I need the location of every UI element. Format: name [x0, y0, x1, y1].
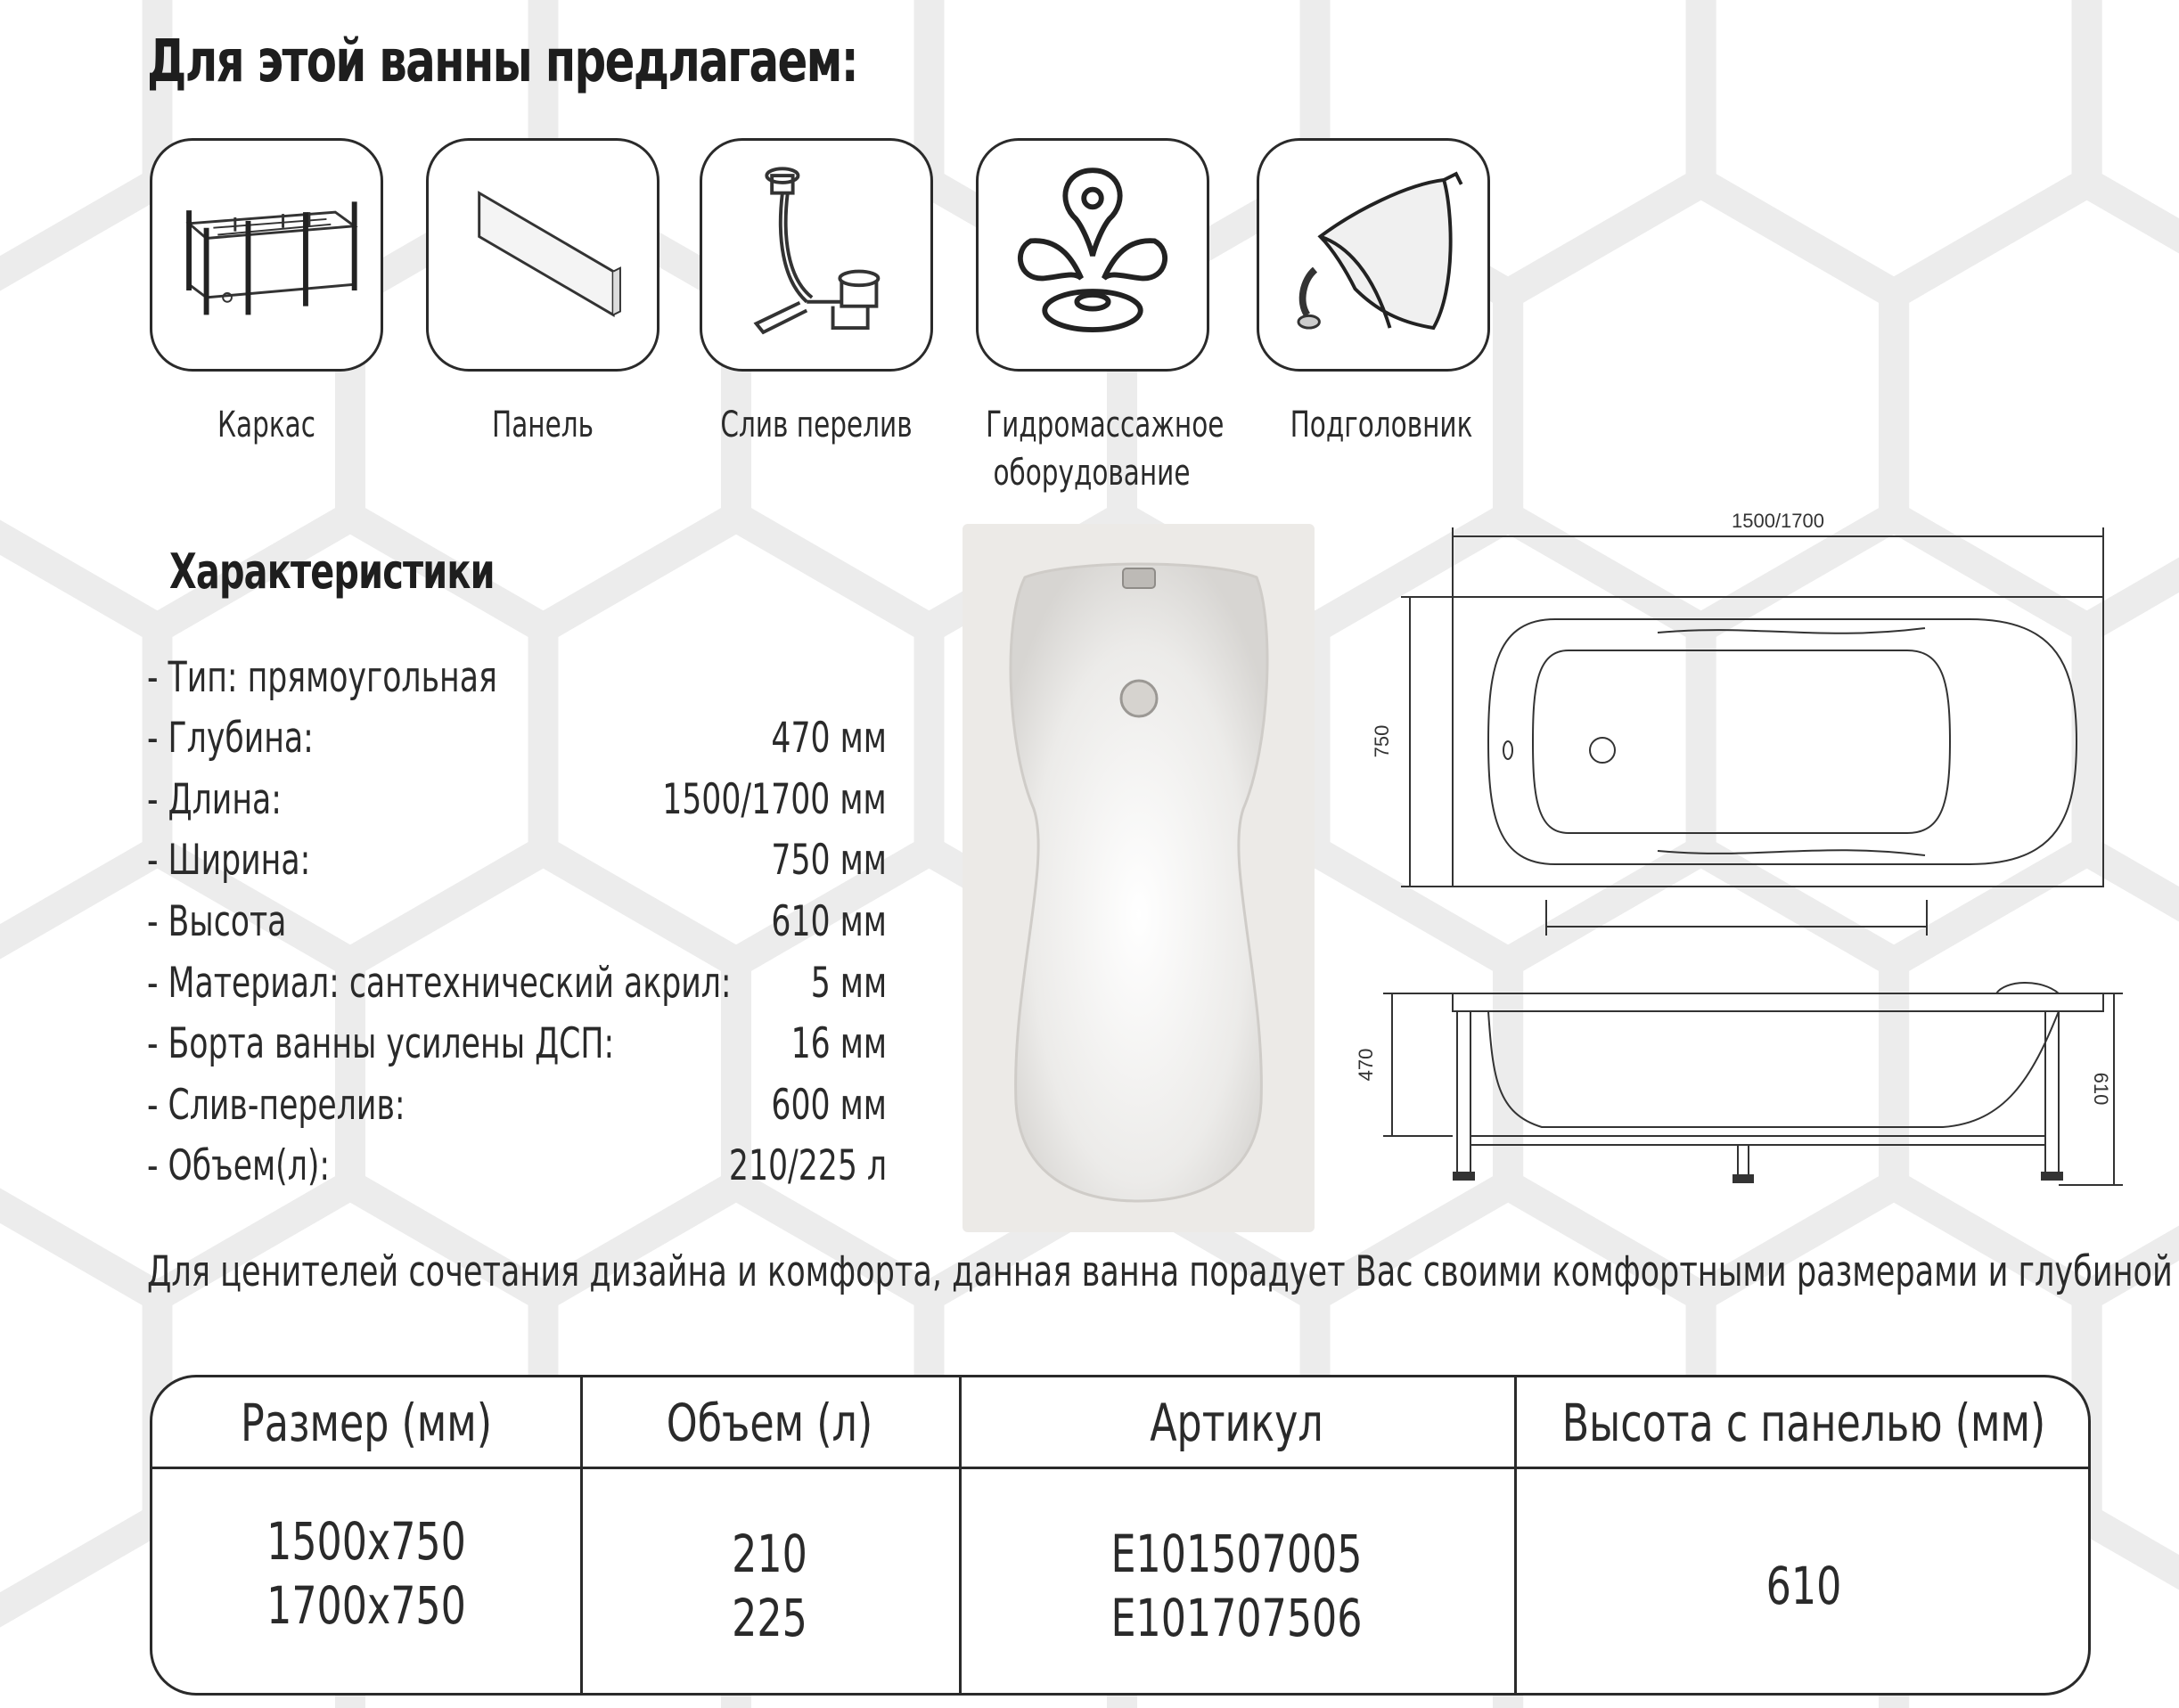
- spec-label: - Ширина:: [147, 836, 311, 885]
- table-header-article: Артикул: [1150, 1393, 1323, 1453]
- spec-value: 600 мм: [771, 1081, 887, 1130]
- table-cell-height: 610: [1765, 1556, 1842, 1616]
- panel-icon: [429, 141, 657, 369]
- spec-row: [147, 1141, 887, 1198]
- headrest-icon: [1259, 141, 1487, 369]
- table-divider: [959, 1377, 962, 1693]
- table-header-volume: Объем (л): [666, 1393, 873, 1453]
- table-divider: [580, 1377, 583, 1693]
- spec-row: [147, 897, 887, 954]
- spec-row: [147, 714, 887, 771]
- spec-label: - Длина:: [147, 775, 282, 824]
- table-header-divider: [152, 1467, 2088, 1469]
- specs-title: Характеристики: [169, 543, 495, 600]
- accessory-panel: [426, 138, 659, 372]
- technical-drawing: [1355, 508, 2130, 1194]
- page-title: Для этой ванны предлагаем:: [147, 27, 858, 95]
- spec-label: - Объем(л):: [147, 1141, 331, 1190]
- spec-label: - Материал: сантехнический акрил:: [147, 959, 732, 1008]
- spec-row: [147, 959, 887, 1016]
- article-value: E101707506: [1110, 1588, 1363, 1648]
- product-description: Для ценителей сочетания дизайна и комфорта, данная ванна порадует Вас своими комфортными размерами и глубиной: [147, 1247, 2173, 1296]
- spec-value: 470 мм: [771, 714, 887, 763]
- accessory-label-hydromassage: Гидромассажное оборудование: [986, 405, 1225, 494]
- volume-value: 210: [732, 1524, 807, 1584]
- spec-label: - Высота: [147, 897, 287, 946]
- spec-label: - Глубина:: [147, 714, 314, 763]
- spec-row: [147, 775, 887, 832]
- length-dimension-label: 1500/1700: [1732, 510, 1824, 532]
- bathtub-photo: [963, 524, 1315, 1232]
- accessory-label-headrest: Подголовник: [1290, 405, 1473, 445]
- spec-row: [147, 1019, 887, 1076]
- depth-dimension-label: 470: [1355, 1048, 1377, 1082]
- drain-overflow-icon: [702, 141, 930, 369]
- accessory-label-drain: Слив перелив: [720, 405, 913, 445]
- spec-value: 5 мм: [810, 959, 887, 1008]
- volume-value: 225: [732, 1588, 807, 1648]
- accessory-headrest: [1257, 138, 1490, 372]
- accessory-hydromassage: [976, 138, 1209, 372]
- product-table: [150, 1375, 2091, 1696]
- accessory-label-frame: Каркас: [217, 405, 315, 445]
- hexagon-shape: [2087, 0, 2179, 294]
- spec-row: [147, 653, 887, 710]
- hexagon-shape: [1701, 0, 2087, 294]
- accessory-drain: [700, 138, 933, 372]
- table-divider: [1514, 1377, 1517, 1693]
- spec-label: - Тип: прямоугольная: [147, 653, 497, 702]
- article-value: E101507005: [1110, 1524, 1363, 1584]
- spec-value: 750 мм: [771, 836, 887, 885]
- table-header-height: Высота с панелью (мм): [1561, 1393, 2046, 1453]
- table-cell-volumes: [609, 1522, 930, 1650]
- accessory-frame: [150, 138, 383, 372]
- spec-row: [147, 836, 887, 893]
- height-dimension-label: 610: [2090, 1072, 2112, 1106]
- spec-value: 610 мм: [771, 897, 887, 946]
- spec-value: 16 мм: [791, 1019, 887, 1068]
- width-dimension-label: 750: [1371, 724, 1393, 758]
- spec-label: - Слив-перелив:: [147, 1081, 405, 1130]
- spec-row: [147, 1081, 887, 1138]
- size-value: 1700x750: [266, 1575, 466, 1636]
- size-value: 1500x750: [266, 1511, 466, 1572]
- accessory-label-panel: Панель: [491, 405, 594, 445]
- frame-icon: [152, 141, 381, 369]
- table-cell-sizes: [184, 1509, 548, 1638]
- spec-value: 1500/1700 мм: [662, 775, 887, 824]
- hydromassage-icon: [979, 141, 1207, 369]
- spec-value: 210/225 л: [728, 1141, 887, 1190]
- spec-label: - Борта ванны усилены ДСП:: [147, 1019, 615, 1068]
- table-header-size: Размер (мм): [240, 1393, 493, 1453]
- table-cell-articles: [1001, 1522, 1473, 1650]
